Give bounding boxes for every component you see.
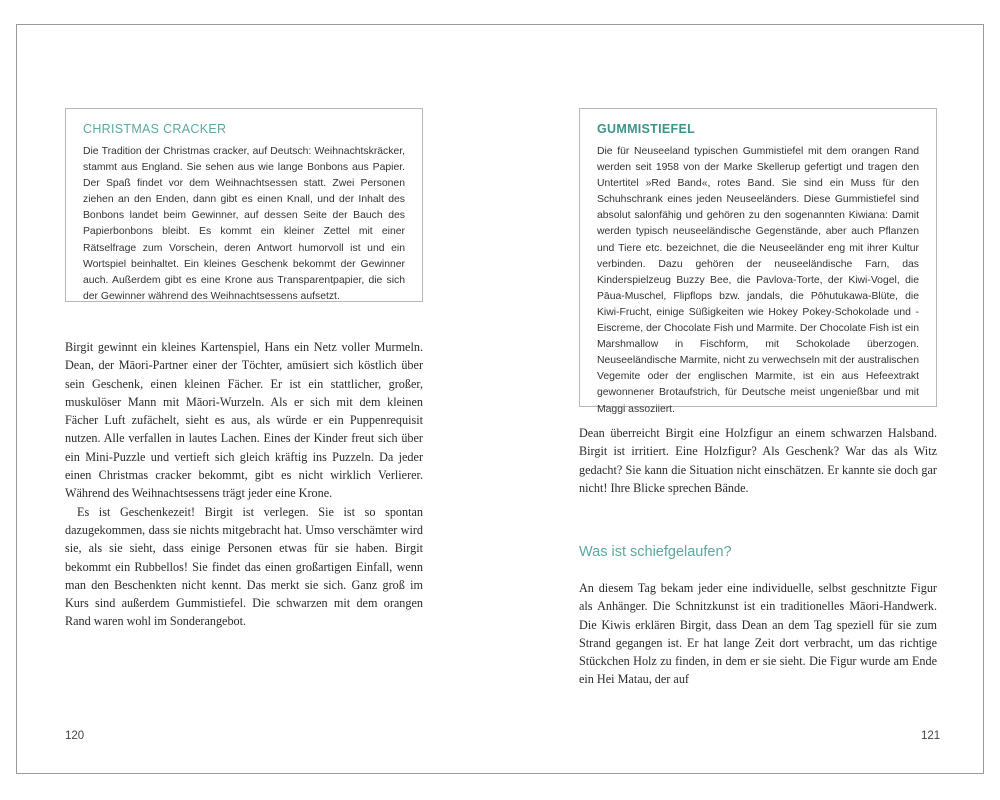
right-body-text-1	[579, 424, 937, 497]
box-title-gummistiefel: GUMMISTIEFEL	[597, 122, 696, 136]
book-spread	[16, 24, 984, 774]
box-title-christmas-cracker: CHRISTMAS CRACKER	[83, 122, 227, 136]
left-body-text	[65, 338, 423, 631]
box-text-christmas-cracker: Die Tradition der Christmas cracker, auf Deutsch: Weihnachtskräcker, stammt aus England. Sie sehen aus wie lange Bonbons aus Papier. Der Spaß findet vor dem Weihnachtsessen statt. Zwei Personen ziehen an den Enden, dann gibt es einen Knall, und der Inhalt des Bonbons landet beim Gewinner, auf dessen Seite der Bauch des Papierbonbons bleibt. Es kommt ein kleiner Zettel mit einer Rätselfrage zum Vorschein, deren Antwort humorvoll ist und ein Wortspiel beinhaltet. Ein kleines Geschenk bekommt der Gewinner auch. Außerdem gibt es eine Krone aus Transparentpapier, die sich der Gewinner während des Weihnachtsessens aufsetzt.	[83, 146, 405, 302]
right-body-text-2	[579, 579, 937, 689]
page-number-left: 120	[65, 730, 85, 742]
right-paragraph-2: An diesem Tag bekam jeder eine individuelle, selbst geschnitzte Figur als Anhänger. Die Schnitzkunst ist ein traditionelles Māori-Handwerk. Die Kiwis erklären Birgit, dass Dean an dem Tag speziell für sie zum Strand gegangen ist. Er hat lange Zeit dort verbracht, um das richtige Stückchen Holz zu finden, in dem er sie sieht. Die Figur wurde am Ende ein Hei Matau, der auf	[579, 581, 937, 687]
page-number-right: 121	[921, 730, 941, 742]
left-paragraph-2: Es ist Geschenkezeit! Birgit ist verlegen. Sie ist so spontan dazugekommen, dass sie nichts mitgebracht hat. Umso verschämter wird sie, als sie sieht, dass einige Personen etwas für sie haben. Birgit bekommt ein Rubbellos! Sie findet das einen großartigen Einfall, wenn man den Beschenkten nicht kennt. Das merkt sie sich. Ganz groß im Kurs sind außerdem Gummistiefel. Die schwarzen mit dem orangen Rand waren wohl im Sonderangebot.	[65, 504, 423, 629]
box-text-gummistiefel: Die für Neuseeland typischen Gummistiefel mit dem orangen Rand werden seit 1958 von der Marke Skellerup gefertigt und tragen den Untertitel »Red Band«, rotes Band. Sie sind ein Muss für den Schuhschrank eines jeden Neuseeländers. Diese Gummistiefel sind absolut salonfähig und gehören zu den sogenannten Kiwiana: Damit werden typisch neuseeländische Gegenstände, aber auch Pflanzen und Tiere etc. bezeichnet, die die Neuseeländer eng mit ihrer Kultur verbinden. Dazu gehören der neuseeländische Farn, das Kinderspielzeug Buzzy Bee, die Pavlova-Torte, der Kiwi-Vogel, die Pāua-Muschel, Flipflops bzw. jandals, die Pōhutukawa-Blüte, die Kiwi-Frucht, einige Süßigkeiten wie Hokey Pokey-Schokolade und -Eiscreme, der Chocolate Fish und Marmite. Der Chocolate Fish ist ein Marshmallow in Fischform, mit Schokolade überzogen. Neuseeländische Marmite, nicht zu verwechseln mit der australischen Vegemite oder der englischen Marmite, ist ein aus Hefeextrakt gewonnener Brotaufstrich, für Deutsche meist ungenießbar und mit Maggi assoziiert.	[597, 146, 919, 415]
christmas-cracker-box	[65, 108, 423, 302]
left-paragraph-1: Birgit gewinnt ein kleines Kartenspiel, Hans ein Netz voller Murmeln. Dean, der Māori-Partner einer der Töchter, amüsiert sich köstlich über sein Geschenk, einen kleinen Fächer. Er ist ein stattlicher, großer, muskulöser Mann mit Māori-Wurzeln. Als er sich mit dem kleinen Fächer Luft zufächelt, sieht es aus, als würde er ein Puppenrequisit nutzen. Alle verfallen in lautes Lachen. Eines der Kinder freut sich über ein Mini-Puzzle und vertieft sich gleich kräftig ins Puzzeln. Da jeder einen Christmas cracker bekommt, gibt es nicht wirklich Verlierer. Während des Weihnachtsessens trägt jeder eine Krone.	[65, 340, 423, 501]
gummistiefel-box	[579, 108, 937, 415]
right-paragraph-1: Dean überreicht Birgit eine Holzfigur an einem schwarzen Halsband. Birgit ist irritiert. Eine Holzfigur? Als Geschenk? War das als Witz gedacht? Sie kann die Situation nicht einschätzen. Er kannte sie doch gar nicht! Ihre Blicke sprechen Bände.	[579, 426, 937, 495]
section-subheading: Was ist schiefgelaufen?	[579, 544, 732, 560]
